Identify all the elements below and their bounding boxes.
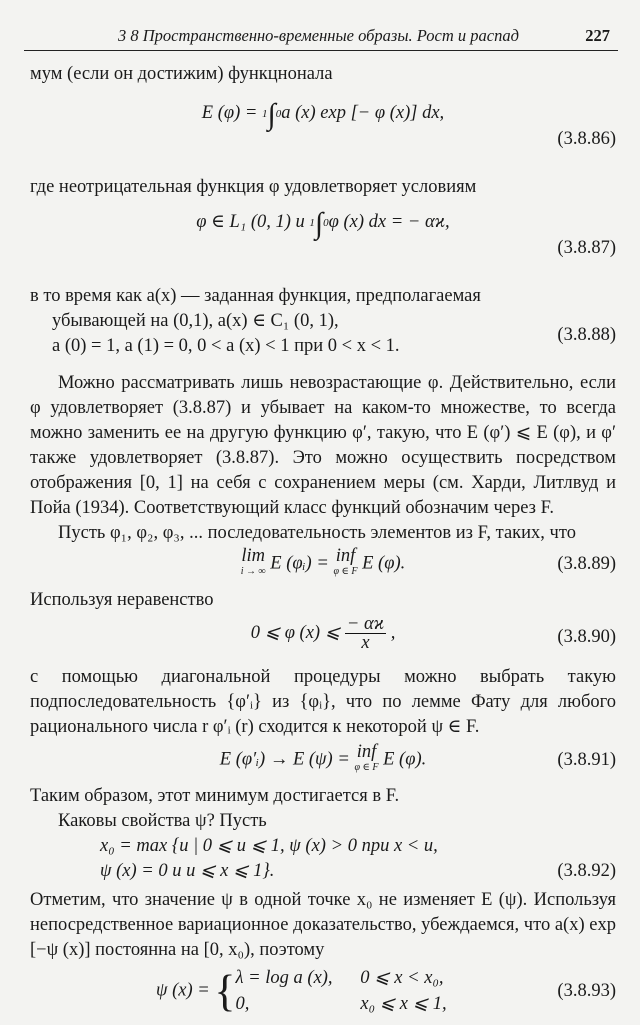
eq-line: убывающей на (0,1), a(x) ∈ C₁ (0, 1), <box>52 311 339 331</box>
integral-sign: ∫ <box>267 98 276 132</box>
eq-rhs: a (x) exp [− φ (x)] dx, <box>281 103 445 123</box>
equation-number: (3.8.88) <box>557 325 616 345</box>
integral <box>262 98 282 132</box>
brace: { <box>214 966 236 1016</box>
equation-3-8-86 <box>30 87 616 175</box>
eq-lhs: E (φ′ᵢ) → E (ψ) = <box>219 749 355 770</box>
inf-text: inf <box>335 546 356 566</box>
case-1: λ = log a (x), 0 ⩽ x < x₀, <box>235 968 444 988</box>
text-line: Используя неравенство <box>30 590 214 610</box>
eq-lhs: E (φ) = <box>201 103 263 123</box>
equation-3-8-90 <box>30 613 616 665</box>
equation-number: (3.8.91) <box>557 750 616 770</box>
int-upper: 1 <box>309 217 315 230</box>
equation-3-8-87 <box>30 200 616 284</box>
equation-3-8-91 <box>30 740 616 784</box>
text-line: мум (если он достижим) функцнонала <box>30 64 333 84</box>
paragraph: Отметим, что значение ψ в одной точке x₀ не изменяет E (ψ). Используя непосредственное вариационное доказательство, убеждаемся, что a(x) exp [−ψ (x)] постоянна на [0, x₀), поэтому <box>30 890 616 960</box>
integral <box>309 207 329 241</box>
lim-text: lim <box>241 546 266 566</box>
equation-3-8-89 <box>30 546 616 588</box>
paragraph: Пусть φ₁, φ₂, φ₃, ... последовательность элементов из F, таких, что <box>58 523 576 543</box>
equation-number: (3.8.93) <box>557 981 616 1001</box>
denominator: x <box>361 633 370 653</box>
integral-sign: ∫ <box>314 207 324 241</box>
paragraph: Можно рассматривать лишь невозрастающие φ. Действительно, если φ удовлетворяет (3.8.87) и убывает на каком-то множестве, то всегда можно заменить ее на другую функцию φ′, такую, что E (φ′) ⩽ E (φ), и φ′ также удовлетворяет (3.8.87). Это можно осуществить посредством отображения [0, 1] на себя с сохранением меры (см. Харди, Литлвуд и Пойа (1934). Соответствующий класс функций обозначим через F. <box>30 373 616 518</box>
cases <box>236 965 447 1017</box>
int-upper: 1 <box>262 108 268 121</box>
fraction <box>345 615 386 652</box>
equation-number: (3.8.89) <box>557 554 616 574</box>
eq-lhs: 0 ⩽ φ (x) ⩽ <box>250 622 345 643</box>
equation-3-8-92 <box>30 834 616 888</box>
lim-sub: i → ∞ <box>240 566 266 577</box>
lim-operator <box>241 548 266 580</box>
eq-mid: E (φᵢ) = <box>265 553 334 574</box>
text-line: где неотрицательная функция φ удовлетворяет условиям <box>30 177 477 197</box>
int-lower: 0 <box>275 108 282 121</box>
inf-sub: φ ∈ F <box>354 762 379 773</box>
eq-line: ψ (x) = 0 и u ⩽ x ⩽ 1}. <box>100 861 275 881</box>
eq-line: a (0) = 1, a (1) = 0, 0 < a (x) < 1 при 0 < x < 1. <box>52 336 400 356</box>
equation-number: (3.8.86) <box>557 129 616 149</box>
eq-rhs: φ (x) dx = − αϰ, <box>328 212 450 232</box>
equation-number: (3.8.87) <box>557 238 616 258</box>
page-number: 227 <box>585 26 610 45</box>
equation-number: (3.8.90) <box>557 627 616 647</box>
inf-sub: φ ∈ F <box>333 566 358 577</box>
text-line: Каковы свойства ψ? Пусть <box>58 811 267 831</box>
inf-operator <box>354 744 378 776</box>
int-lower: 0 <box>323 217 329 230</box>
eq-end: E (φ). <box>357 553 406 574</box>
inf-text: inf <box>356 742 377 762</box>
text-line: в то время как a(x) — заданная функция, предполагаемая <box>30 286 481 306</box>
eq-line: x₀ = max {u | 0 ⩽ u ⩽ 1, ψ (x) > 0 при x < u, <box>100 836 438 856</box>
equation-number: (3.8.92) <box>557 861 616 881</box>
eq-lhs: ψ (x) = <box>156 980 215 1001</box>
running-header <box>24 24 618 51</box>
equation-3-8-88 <box>30 309 616 365</box>
text-line: Таким образом, этот минимум достигается в F. <box>30 786 400 806</box>
paragraph: с помощью диагональной процедуры можно выбрать такую подпоследовательность {φ′ᵢ} из {φᵢ}, что по лемме Фату для любого рационального числа r φ′ᵢ (r) сходится к некоторой ψ ∈ F. <box>30 667 616 737</box>
page-body <box>30 62 616 1025</box>
case-2: 0, x₀ ⩽ x ⩽ 1, <box>235 994 447 1014</box>
eq-end: E (φ). <box>378 749 427 770</box>
numerator: − αϰ <box>346 614 385 634</box>
eq-end: , <box>386 622 396 643</box>
eq-lhs: φ ∈ L₁ (0, 1) и <box>196 212 310 232</box>
equation-3-8-93 <box>30 963 616 1025</box>
section-title: 3 8 Пространственно-временные образы. Рост и распад <box>118 26 519 45</box>
inf-operator <box>333 548 357 580</box>
